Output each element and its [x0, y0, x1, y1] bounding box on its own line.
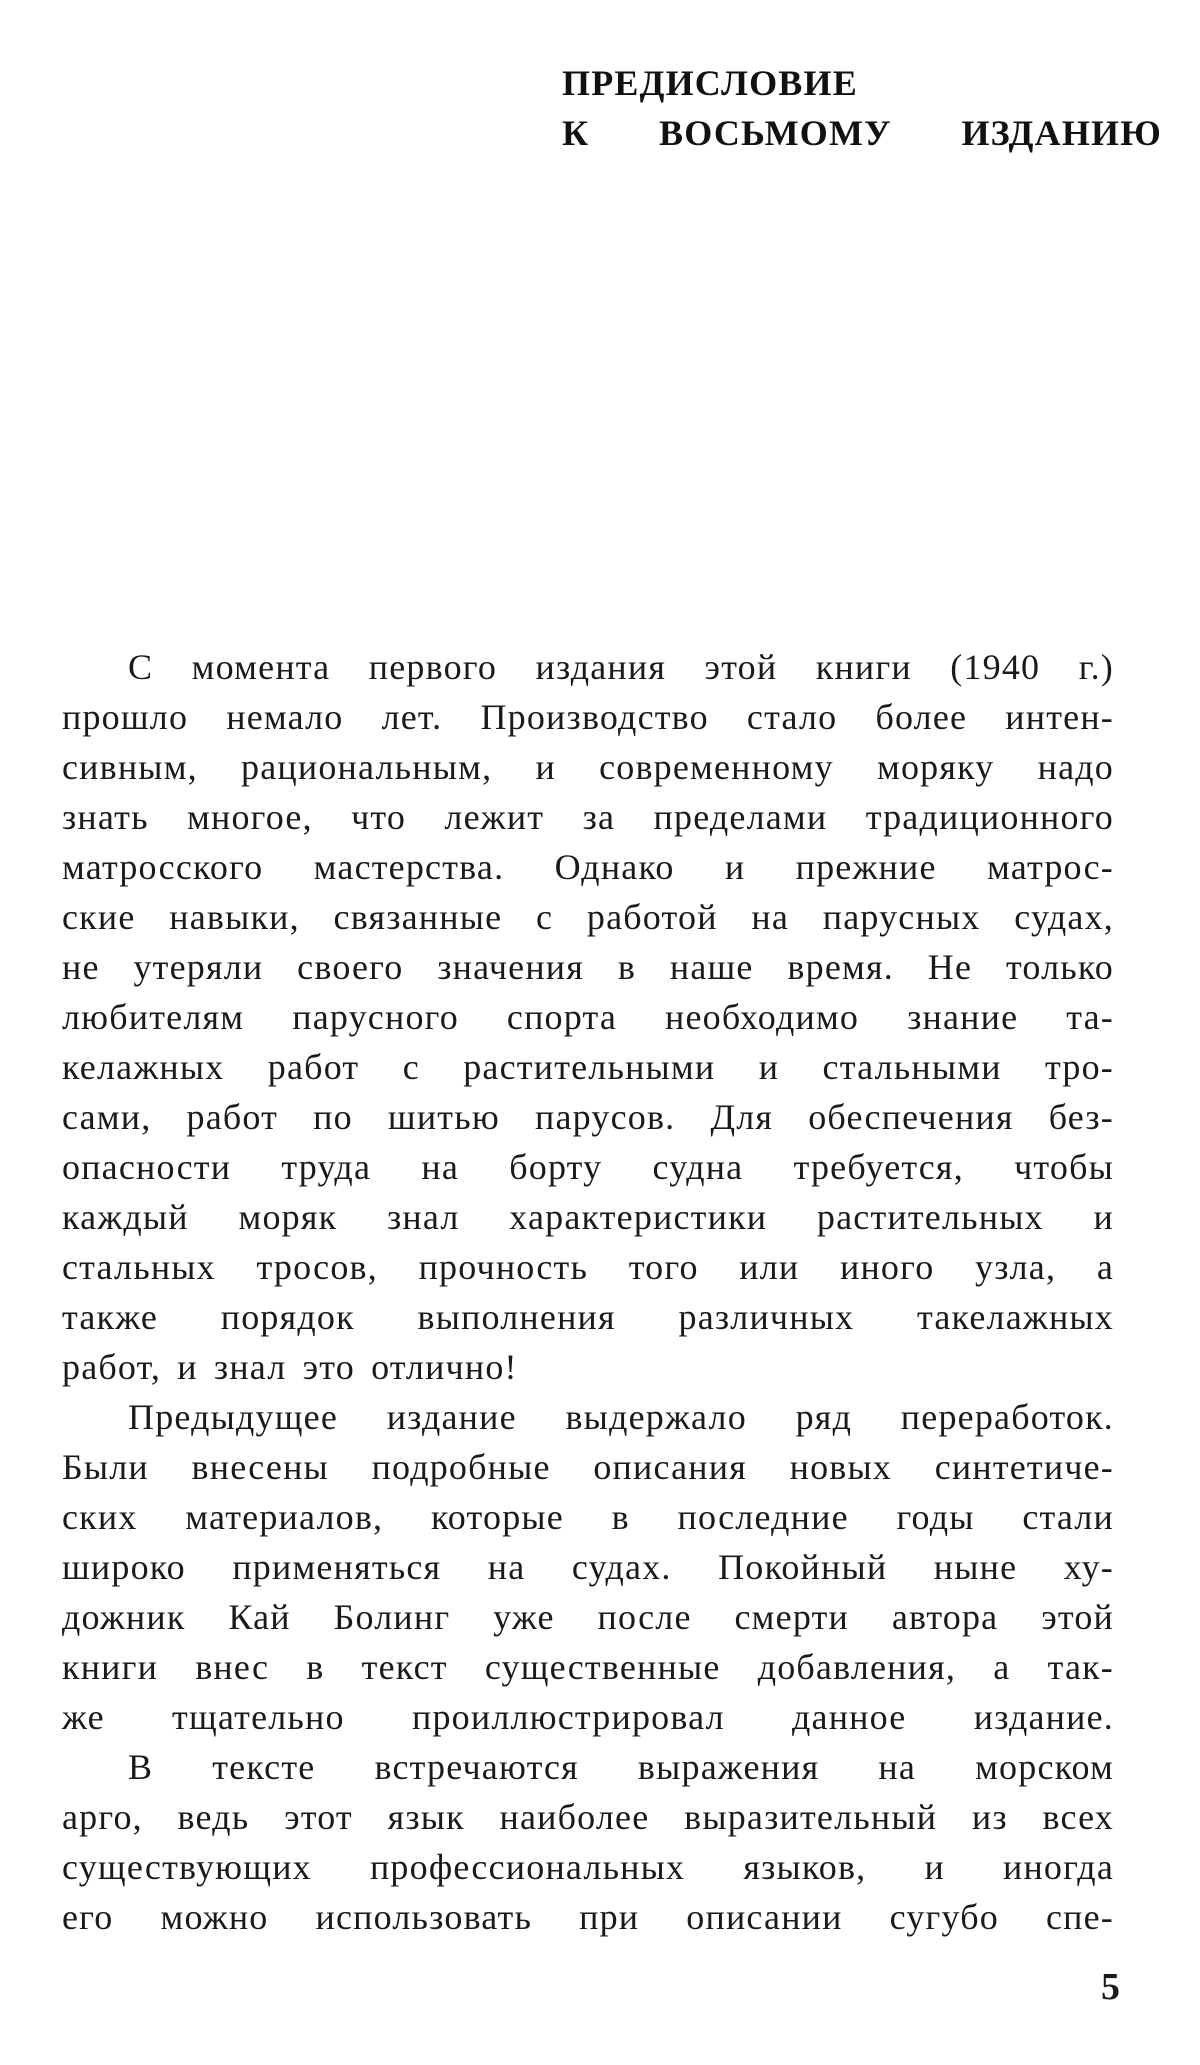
text-line: сами, работ по шитью парусов. Для обеспечения без- — [62, 1097, 1114, 1137]
text-line: знать многое, что лежит за пределами традиционного — [62, 797, 1114, 837]
heading-line-2: К ВОСЬМОМУ ИЗДАНИЮ — [562, 113, 1162, 153]
text-line: ских материалов, которые в последние годы стали — [62, 1497, 1114, 1537]
paragraph-1 — [62, 642, 1114, 1392]
text-line: работ, и знал это отлично! — [62, 1347, 518, 1387]
heading-line-1: ПРЕДИСЛОВИЕ — [562, 63, 858, 103]
text-line: Были внесены подробные описания новых синтетиче- — [62, 1447, 1114, 1487]
text-line: ские навыки, связанные с работой на парусных судах, — [62, 897, 1114, 937]
text-line: же тщательно проиллюстрировал данное издание. — [62, 1697, 1114, 1737]
text-line: опасности труда на борту судна требуется, чтобы — [62, 1147, 1114, 1187]
text-line: дожник Кай Болинг уже после смерти автора этой — [62, 1597, 1114, 1637]
text-line: широко применяться на судах. Покойный ныне ху- — [62, 1547, 1114, 1587]
text-line: книги внес в текст существенные добавления, а так- — [62, 1647, 1114, 1687]
text-line: прошло немало лет. Производство стало более интен- — [62, 697, 1114, 737]
page-number: 5 — [1101, 1966, 1120, 2008]
text-line: стальных тросов, прочность того или иного узла, а — [62, 1247, 1114, 1287]
paragraph-2 — [62, 1392, 1114, 1742]
text-line: келажных работ с растительными и стальными тро- — [62, 1047, 1114, 1087]
text-line: существующих профессиональных языков, и иногда — [62, 1847, 1114, 1887]
text-line: не утеряли своего значения в наше время. Не только — [62, 947, 1114, 987]
text-line: В тексте встречаются выражения на морском — [128, 1747, 1114, 1787]
text-line: также порядок выполнения различных такелажных — [62, 1297, 1114, 1337]
text-line: каждый моряк знал характеристики растительных и — [62, 1197, 1114, 1237]
body-text — [62, 642, 1114, 1942]
paragraph-3 — [62, 1742, 1114, 1942]
text-line: Предыдущее издание выдержало ряд переработок. — [128, 1397, 1114, 1437]
page-heading — [562, 58, 1162, 158]
text-line: любителям парусного спорта необходимо знание та- — [62, 997, 1114, 1037]
text-line: его можно использовать при описании сугубо спе- — [62, 1897, 1114, 1937]
text-line: матросского мастерства. Однако и прежние матрос- — [62, 847, 1114, 887]
text-line: С момента первого издания этой книги (1940 г.) — [128, 647, 1114, 687]
text-line: сивным, рациональным, и современному моряку надо — [62, 747, 1114, 787]
text-line: арго, ведь этот язык наиболее выразительный из всех — [62, 1797, 1114, 1837]
